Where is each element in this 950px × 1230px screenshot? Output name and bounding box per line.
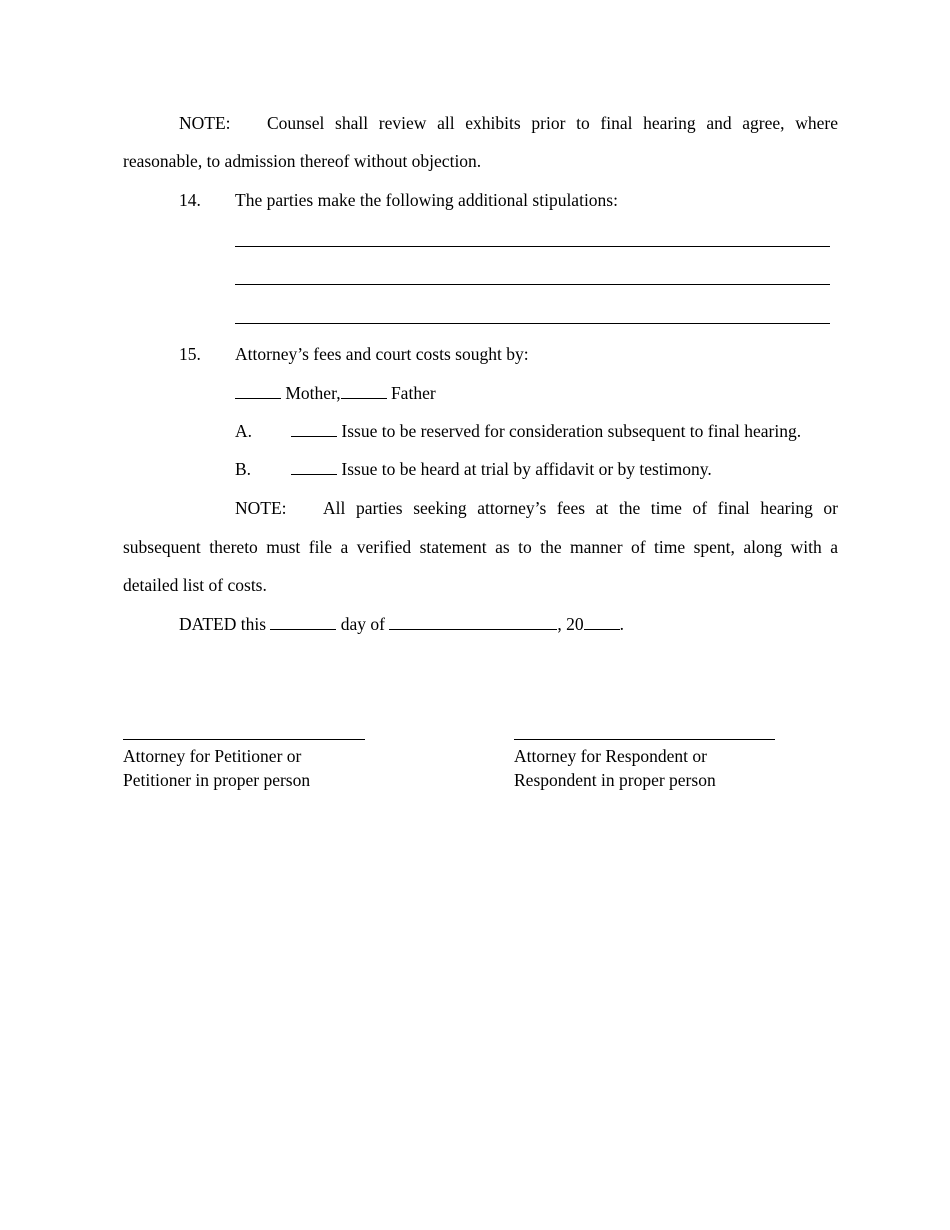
option-b-row (291, 458, 712, 480)
dated-line (179, 613, 624, 635)
stipulation-blank-line-3[interactable] (235, 323, 830, 324)
note2-line1: All parties seeking attorney’s fees at the time of final hearing or (323, 498, 838, 518)
respondent-signature-line[interactable] (514, 739, 775, 740)
respondent-caption-line1: Attorney for Respondent or (514, 746, 707, 766)
dated-comma-year: , 20 (557, 614, 584, 634)
option-b-text: Issue to be heard at trial by affidavit or by testimony. (341, 459, 712, 479)
day-blank[interactable] (270, 613, 336, 630)
respondent-caption-line2: Respondent in proper person (514, 770, 716, 790)
petitioner-caption-line2: Petitioner in proper person (123, 770, 311, 790)
stipulation-blank-line-2[interactable] (235, 284, 830, 285)
item15-text: Attorney’s fees and court costs sought by: (235, 344, 529, 364)
father-blank[interactable] (341, 382, 387, 399)
stipulation-blank-line-1[interactable] (235, 246, 830, 247)
option-a-text: Issue to be reserved for consideration subsequent to final hearing. (341, 421, 802, 441)
dated-prefix: DATED this (179, 614, 267, 634)
note1-label: NOTE: (179, 113, 231, 133)
note2-line2: subsequent thereto must file a verified statement as to the manner of time spent, along with a (123, 537, 838, 557)
option-a-letter: A. (235, 421, 253, 441)
option-a-row (291, 420, 801, 442)
option-a-blank[interactable] (291, 420, 337, 437)
petitioner-caption-line1: Attorney for Petitioner or (123, 746, 302, 766)
year-blank[interactable] (584, 613, 620, 630)
note2-line3: detailed list of costs. (123, 575, 267, 595)
dated-period: . (619, 614, 624, 634)
item15-number: 15. (179, 344, 201, 364)
mother-blank[interactable] (235, 382, 281, 399)
option-b-letter: B. (235, 459, 252, 479)
option-b-blank[interactable] (291, 458, 337, 475)
fees-sought-by-row (235, 382, 436, 404)
month-blank[interactable] (389, 613, 557, 630)
note1-line2: reasonable, to admission thereof without objection. (123, 151, 482, 171)
petitioner-signature-line[interactable] (123, 739, 365, 740)
dated-day-of: day of (340, 614, 385, 634)
note1-line1: Counsel shall review all exhibits prior to final hearing and agree, where (267, 113, 838, 133)
mother-label: Mother, (285, 383, 341, 403)
item14-number: 14. (179, 190, 201, 210)
item14-text: The parties make the following additional stipulations: (235, 190, 618, 210)
father-label: Father (390, 383, 436, 403)
note2-label: NOTE: (235, 498, 287, 518)
